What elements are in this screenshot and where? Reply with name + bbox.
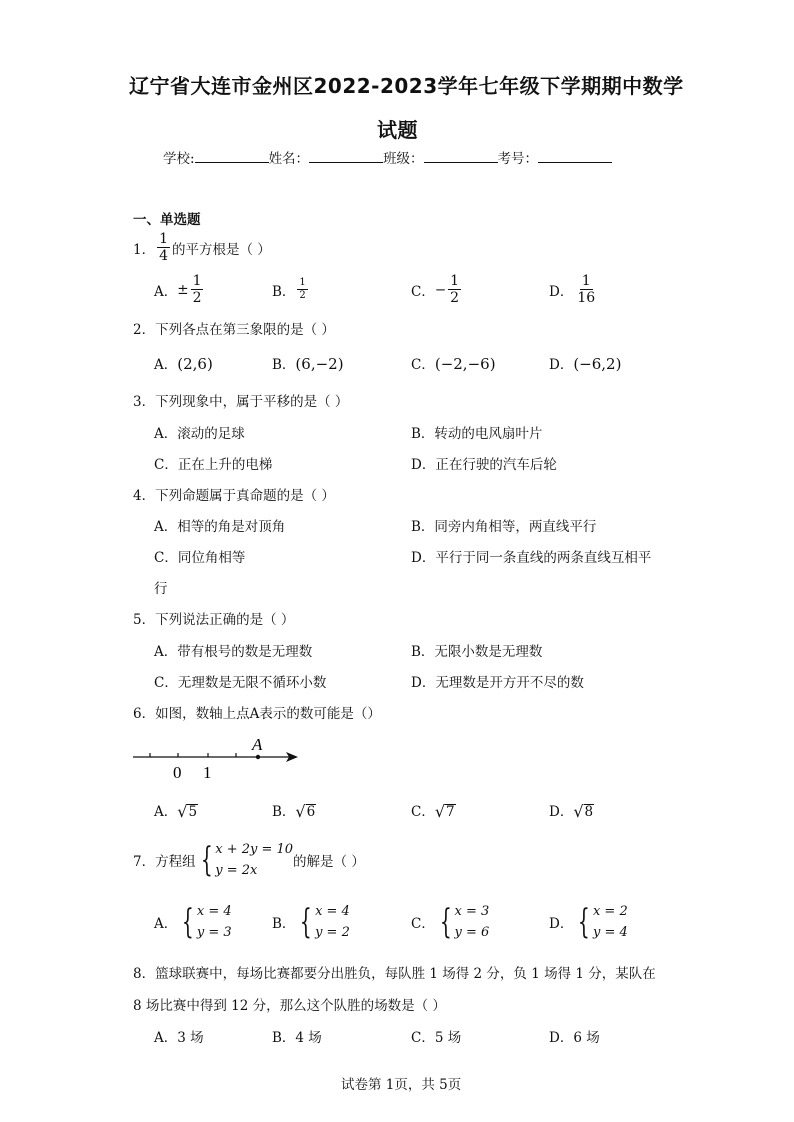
q8-option-b: B．4 场 (272, 1030, 322, 1046)
number-line (130, 730, 305, 782)
q1-option-d: D． $\frac{1}{16}$ (549, 273, 596, 306)
q6-option-c: C． √ 7 (411, 802, 455, 821)
question-6: 6．如图，数轴上点A表示的数可能是（） (133, 706, 381, 722)
q8-option-c: C．5 场 (411, 1030, 462, 1046)
student-info-row (163, 147, 612, 167)
q7-option-c: C． { x = 3 y = 6 (411, 902, 490, 942)
q2-option-d: D．(−6,2) (549, 355, 622, 373)
school-label: 学校: (163, 151, 195, 167)
q4-option-b: B．同旁内角相等，两直线平行 (411, 519, 597, 535)
q7-option-d: D． { x = 2 y = 4 (549, 902, 628, 942)
q8-option-a: A．3 场 (154, 1030, 204, 1046)
q8-option-d: D．6 场 (549, 1030, 600, 1046)
q2-option-c: C．(−2,−6) (411, 355, 496, 373)
q5-option-a: A．带有根号的数是无理数 (154, 644, 313, 660)
question-2: 2．下列各点在第三象限的是（ ） (133, 322, 335, 338)
q1-option-b: B． $\frac{1}{2}$ (272, 277, 306, 301)
q6-option-a: A． √ 5 (154, 802, 198, 821)
q2-option-b: B．(6,−2) (272, 355, 344, 373)
q6-option-d: D． √ 8 (549, 802, 594, 821)
q7-option-b: B． { x = 4 y = 2 (272, 902, 350, 942)
q5-option-d: D．无理数是开方开不尽的数 (411, 675, 584, 691)
q4-option-d: D．平行于同一条直线的两条直线互相平 (411, 550, 652, 566)
q7-option-a: A． { x = 4 y = 3 (154, 902, 232, 942)
q3-option-a: A．滚动的足球 (154, 426, 245, 442)
class-label: 班级： (383, 151, 424, 167)
tick-label-one: 1 (203, 763, 212, 782)
question-3: 3．下列现象中，属于平移的是（ ） (133, 394, 349, 410)
q1-option-a: A． ± $\frac{1}{2}$ (154, 273, 202, 306)
section-heading: 一、单选题 (133, 212, 201, 228)
question-8-line1: 8．篮球联赛中，每场比赛都要分出胜负，每队胜 1 场得 2 分，负 1 场得 1 分，某队在 (133, 966, 656, 982)
q1-option-c: C． − $\frac{1}{2}$ (411, 273, 460, 306)
class-blank (424, 150, 498, 163)
q3-option-d: D．正在行驶的汽车后轮 (411, 457, 557, 473)
name-blank (309, 150, 383, 163)
q3-option-c: C．正在上升的电梯 (154, 457, 273, 473)
school-blank (195, 150, 269, 163)
q4-option-c: C．同位角相等 (154, 550, 246, 566)
question-8-line2: 8 场比赛中得到 12 分，那么这个队胜的场数是（ ） (133, 998, 446, 1014)
q5-option-b: B．无限小数是无理数 (411, 644, 543, 660)
tick-label-zero: 0 (173, 763, 182, 782)
q2-option-a: A．(2,6) (154, 355, 213, 373)
q5-option-c: C．无理数是无限不循环小数 (154, 675, 327, 691)
q4-option-d-continued: 行 (154, 581, 168, 597)
id-label: 考号： (497, 151, 539, 167)
question-4: 4．下列命题属于真命题的是（ ） (133, 488, 335, 504)
q3-option-b: B．转动的电风扇叶片 (411, 426, 543, 442)
q7-system: { x + 2y = 10 y = 2x (200, 840, 294, 880)
question-1 (133, 232, 271, 263)
point-a-dot (256, 755, 260, 759)
id-blank (538, 150, 612, 163)
name-label: 姓名： (268, 151, 310, 167)
q1-fraction: $\frac{1}{4}$ (159, 231, 169, 264)
q6-option-b: B． √ 6 (272, 802, 316, 821)
question-5: 5．下列说法正确的是（ ） (133, 612, 295, 628)
page-title-line2: 试题 (377, 118, 418, 142)
q1-number: 1． (133, 241, 156, 258)
q1-text: 的平方根是（ ） (172, 241, 271, 258)
page-footer: 试卷第 1页，共 5页 (341, 1077, 462, 1093)
page-title-line1: 辽宁省大连市金州区2022-2023学年七年级下学期期中数学 (129, 74, 684, 98)
q4-option-a: A．相等的角是对顶角 (154, 519, 286, 535)
question-7: 7．方程组 { x + 2y = 10 y = 2x 的解是（ ） (133, 840, 365, 880)
point-a-label: A (252, 735, 263, 754)
